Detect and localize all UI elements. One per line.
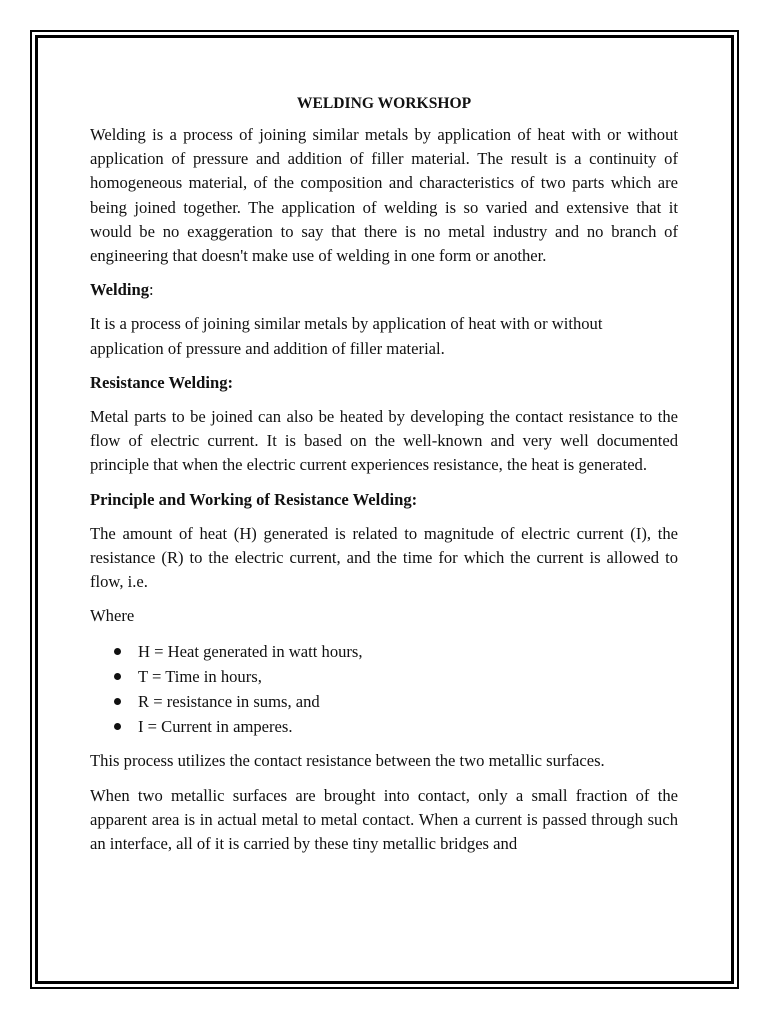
principle-paragraph: The amount of heat (H) generated is related to magnitude of electric current (I), the resistance (R) to the electric current, and the time for which the current is allowed to flow, i.e. (90, 523, 678, 592)
document-body (90, 93, 678, 866)
list-item-text: T = Time in hours, (138, 666, 262, 686)
bullet-icon (114, 648, 121, 655)
list-item-text: I = Current in amperes. (138, 717, 293, 737)
document-title: WELDING WORKSHOP (296, 95, 472, 112)
resistance-welding-heading: Resistance Welding: (90, 372, 234, 392)
welding-definition: It is a process of joining similar metals by application of heat with or without application of pressure and addition of filler material. (90, 314, 603, 358)
resistance-welding-paragraph: Metal parts to be joined can also be heated by developing the contact resistance to the flow of electric current. It is based on the well-known and very well documented principle that when the electric current experiences resistance, the heat is generated. (90, 407, 678, 475)
contact-resistance-paragraph: This process utilizes the contact resistance between the two metallic surfaces. (90, 751, 605, 771)
welding-heading-colon: : (149, 280, 154, 300)
list-item (90, 664, 678, 689)
bullet-icon (114, 698, 121, 705)
principle-heading: Principle and Working of Resistance Welding: (90, 489, 418, 509)
where-label: Where (90, 606, 135, 626)
variable-list (90, 639, 678, 740)
bullet-icon (114, 673, 121, 680)
list-item (90, 689, 678, 714)
list-item-text: R = resistance in sums, and (138, 692, 320, 712)
welding-heading-line (90, 278, 678, 302)
list-item (90, 714, 678, 739)
list-item (90, 639, 678, 664)
intro-paragraph: Welding is a process of joining similar metals by application of heat with or without application of pressure and addition of filler material. The result is a continuity of homogeneous material, of the composition and characteristics of two parts which are being joined together. The application of welding is so varied and extensive that it would be no exaggeration to say that there is no metal industry and no branch of engineering that doesn't make use of welding in one form or another. (90, 125, 678, 266)
bullet-icon (114, 723, 121, 730)
welding-heading: Welding (90, 280, 150, 300)
list-item-text: H = Heat generated in watt hours, (138, 641, 363, 661)
final-paragraph: When two metallic surfaces are brought into contact, only a small fraction of the apparent area is in actual metal to metal contact. When a current is passed through such an interface, all of it is carried by these tiny metallic bridges and (90, 785, 678, 854)
